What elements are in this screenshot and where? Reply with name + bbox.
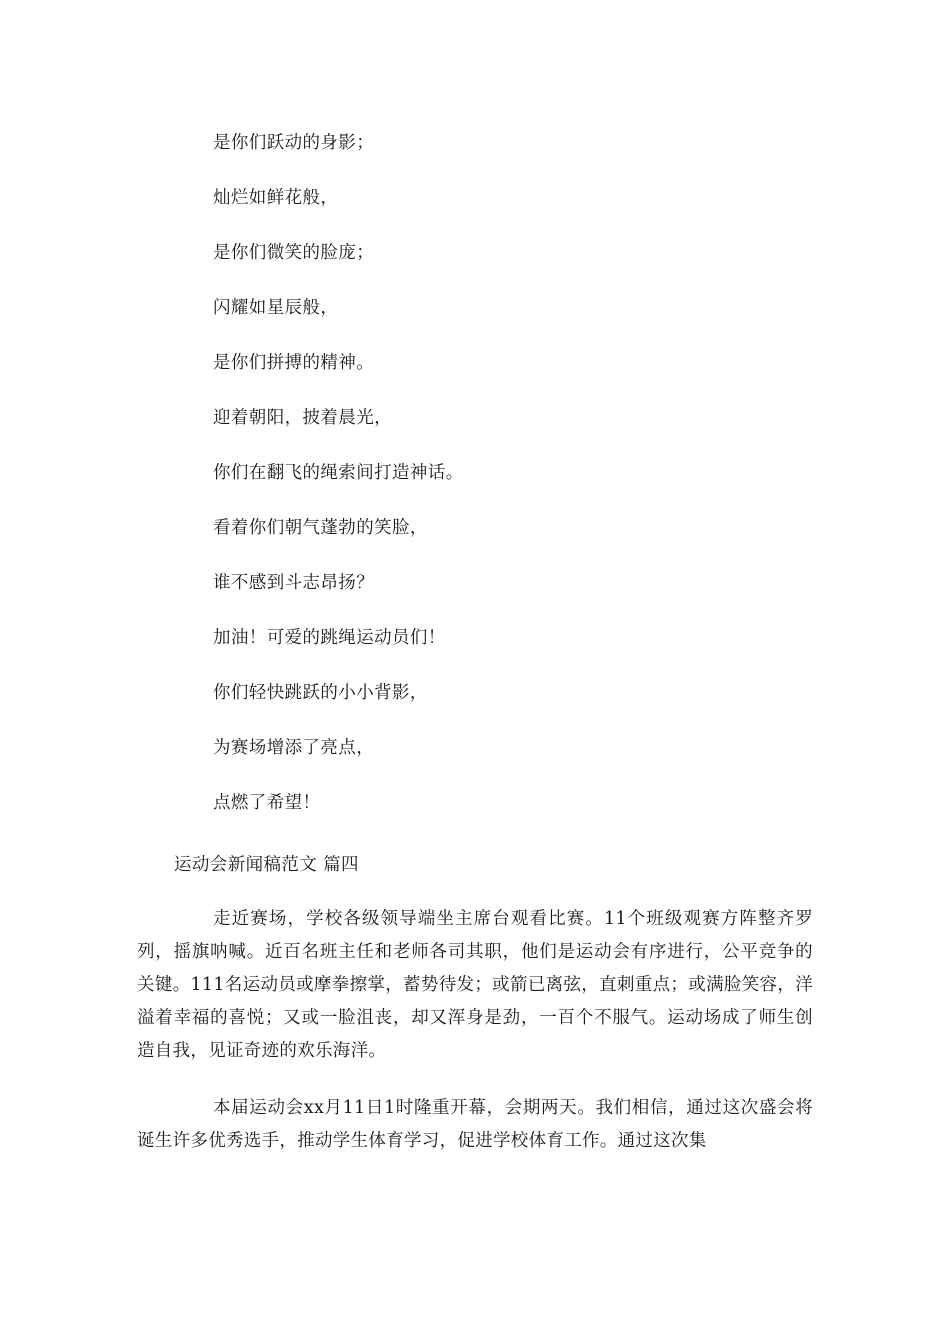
poem-line: 是你们拼搏的精神。	[213, 353, 375, 373]
poem-line: 谁不感到斗志昂扬？	[213, 573, 375, 593]
poem-line: 迎着朝阳，披着晨光，	[213, 408, 392, 428]
poem-line: 点燃了希望！	[213, 793, 321, 813]
poem-line: 你们轻快跳跃的小小背影，	[213, 683, 428, 703]
poem-line: 是你们跃动的身影；	[213, 133, 375, 153]
poem-line: 是你们微笑的脸庞；	[213, 243, 375, 263]
poem-line: 为赛场增添了亮点，	[213, 738, 375, 758]
poem-line: 加油！可爱的跳绳运动员们！	[213, 628, 446, 648]
section-heading: 运动会新闻稿范文 篇四	[174, 855, 359, 875]
poem-line: 闪耀如星辰般，	[213, 298, 339, 318]
poem-line: 看着你们朝气蓬勃的笑脸，	[213, 518, 428, 538]
poem-block	[213, 131, 464, 846]
body-paragraph: 本届运动会xx月11日1时隆重开幕，会期两天。我们相信，通过这次盛会将诞生许多优秀选手，推动学生体育学习，促进学校体育工作。通过这次集	[137, 1098, 813, 1151]
poem-line: 灿烂如鲜花般，	[213, 188, 339, 208]
body-paragraph: 走近赛场，学校各级领导端坐主席台观看比赛。11个班级观赛方阵整齐罗列，摇旗呐喊。近百名班主任和老师各司其职，他们是运动会有序进行，公平竞争的关键。111名运动员或摩拳擦掌，蓄势待发；或箭已离弦，直刺重点；或满脸笑容，洋溢着幸福的喜悦；又或一脸沮丧，却又浑身是劲，一百个不服气。运动场成了师生创造自我，见证奇迹的欢乐海洋。	[137, 909, 813, 1061]
poem-line: 你们在翻飞的绳索间打造神话。	[213, 463, 464, 483]
